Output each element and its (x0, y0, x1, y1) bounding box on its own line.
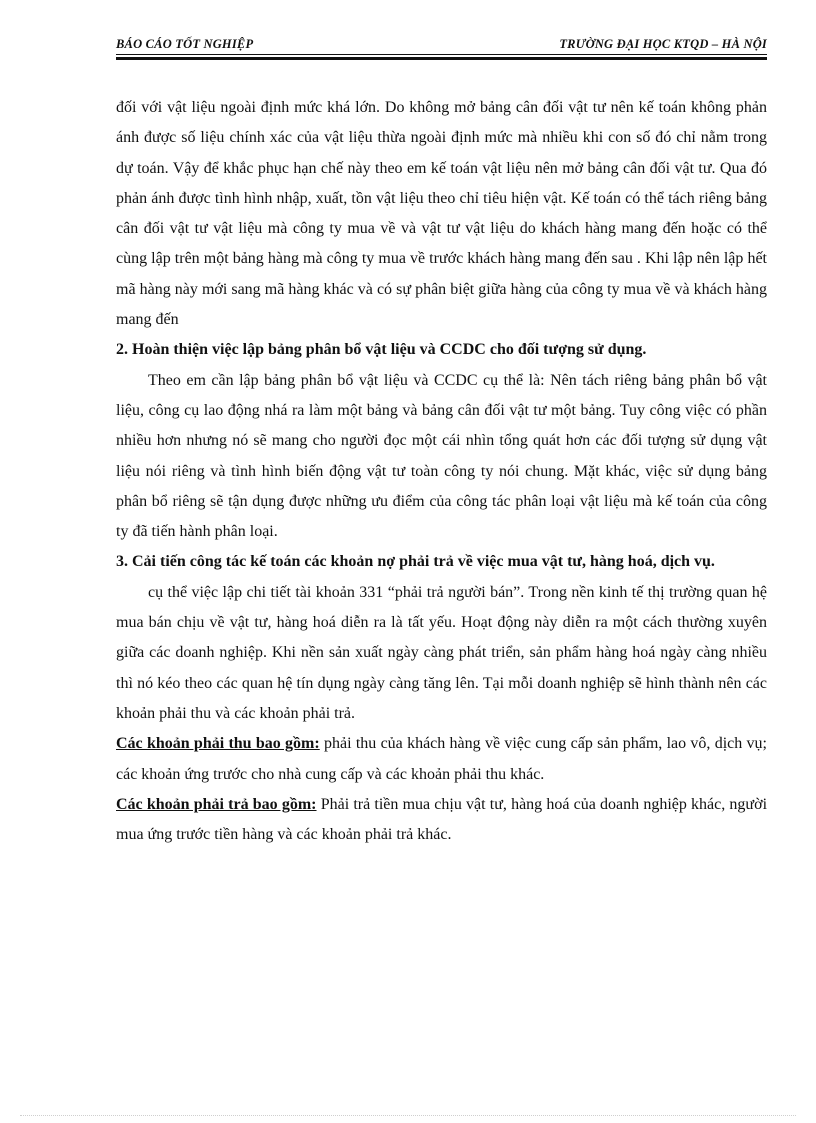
payables-text: Phải trả tiền mua chịu vật tư, hàng hoá của doanh nghiệp khác, người mua ứng trước tiền hàng và các khoản phải trả khác. (116, 795, 768, 844)
header-right-title: TRƯỜNG ĐẠI HỌC KTQD – HÀ NỘI (559, 37, 767, 51)
page-header (116, 37, 767, 52)
receivables-text: phải thu của khách hàng về việc cung cấp sản phẩm, lao vô, dịch vụ; các khoản ứng trước cho nhà cung cấp và các khoản phải thu khác. (116, 735, 768, 783)
section-heading-3: 3. Cải tiến công tác kế toán các khoản nợ phải trả về việc mua vật tư, hàng hoá, dịch vụ. (116, 553, 715, 571)
section-heading-2: 2. Hoàn thiện việc lập bảng phân bổ vật liệu và CCDC cho đối tượng sử dụng. (116, 341, 647, 359)
header-left-title: BÁO CÁO TỐT NGHIỆP (116, 37, 254, 51)
footer-divider (20, 1115, 796, 1116)
paragraph-section-3: cụ thể việc lập chi tiết tài khoản 331 “phải trả người bán”. Trong nền kinh tế thị trường quan hệ mua bán chịu về vật tư, hàng hoá diễn ra là tất yếu. Hoạt động này diễn ra một cách thường xuyên giữa các doanh nghiệp. Khi nền sản xuất ngày càng phát triển, sản phẩm hàng hoá ngày càng nhiều thì nó kéo theo các quan hệ tín dụng ngày càng tăng lên. Tại mỗi doanh nghiệp sẽ hình thành nên các khoản phải thu và các khoản phải trả. (116, 583, 767, 722)
payables-label: Các khoản phải trả bao gồm: (116, 795, 317, 813)
document-body (116, 93, 767, 850)
header-divider-thick (116, 57, 767, 60)
receivables-label: Các khoản phải thu bao gồm: (116, 735, 320, 753)
paragraph-payables (116, 790, 767, 851)
paragraph-section-2: Theo em cần lập bảng phân bổ vật liệu và CCDC cụ thể là: Nên tách riêng bảng phân bổ vật liệu, công cụ lao động nhá ra làm một bảng và bảng cân đối vật tư một bảng. Tuy công việc có phần nhiều hơn nhưng nó sẽ mang cho người đọc một cái nhìn tổng quát hơn các đối tượng sử dụng vật liệu nói riêng và tình hình biến động vật tư toàn công ty nói chung. Mặt khác, việc sử dụng bảng phân bổ riêng sẽ tận dụng được những ưu điểm của công tác phân loại vật liệu mà kế toán của công ty đã tiến hành phân loại. (116, 371, 767, 541)
header-divider-thin (116, 54, 767, 55)
paragraph-receivables (116, 729, 767, 790)
paragraph-intro: đối với vật liệu ngoài định mức khá lớn. Do không mở bảng cân đối vật tư nên kế toán không phản ánh được số liệu chính xác của vật liệu thừa ngoài định mức mà nhiều khi con số đó chỉ nằm trong dự toán. Vậy để khắc phục hạn chế này theo em kế toán vật liệu nên mở bảng cân đối vật tư. Qua đó phản ánh được tình hình nhập, xuất, tồn vật liệu theo chỉ tiêu hiện vật. Kế toán có thể tách riêng bảng cân đối vật tư vật liệu mà công ty mua về và vật tư vật liệu do khách hàng mang đến hoặc có thể cùng lập trên một bảng hàng mà công ty mua về trước khách hàng mang đến sau . Khi lập nên lập hết mã hàng này mới sang mã hàng khác và có sự phân biệt giữa hàng của công ty mua về và khách hàng mang đến (116, 99, 767, 329)
